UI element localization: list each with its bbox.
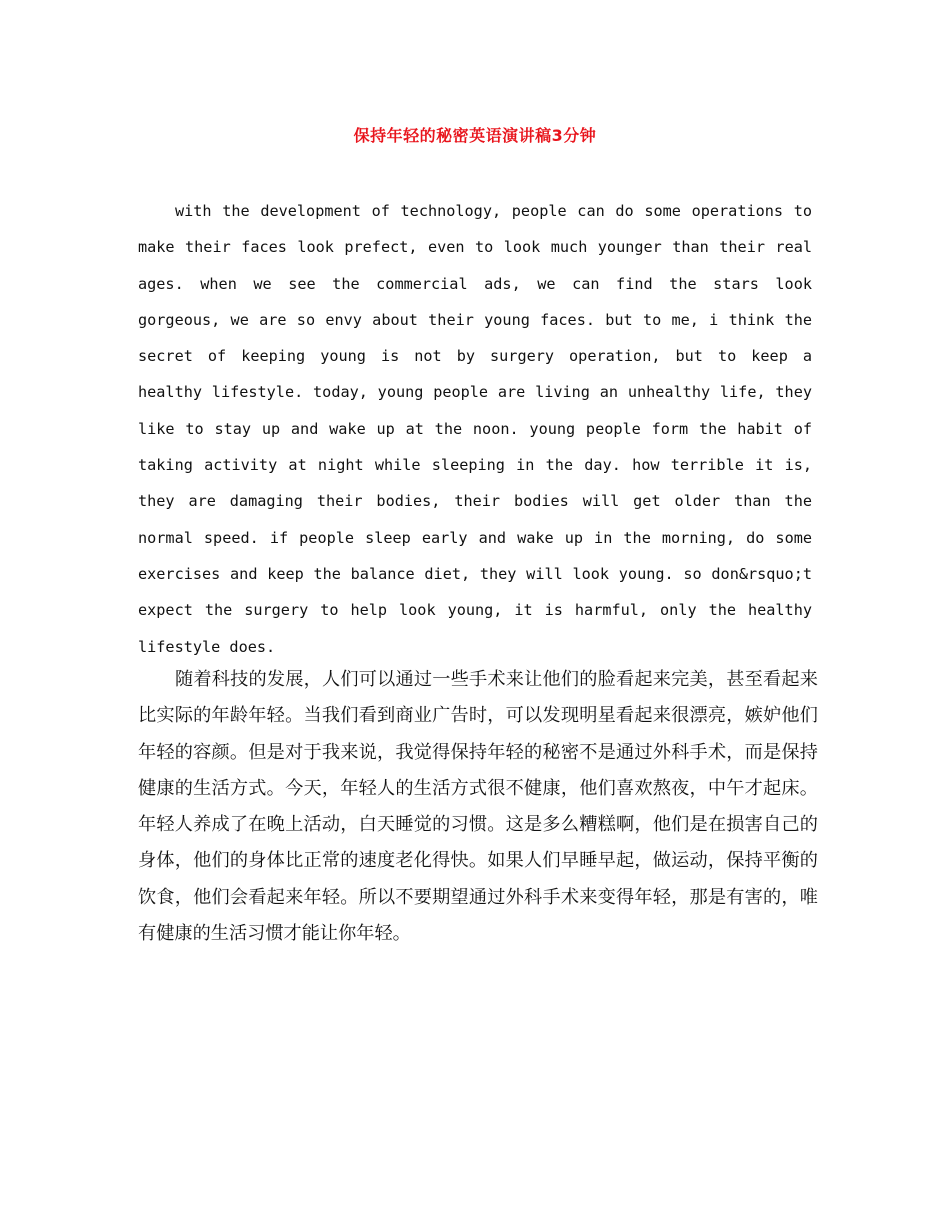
chinese-paragraph: 随着科技的发展，人们可以通过一些手术来让他们的脸看起来完美，甚至看起来比实际的年龄年轻。当我们看到商业广告时，可以发现明星看起来很漂亮，嫉妒他们年轻的容颜。但是对于我来说，我觉得保持年轻的秘密不是通过外科手术，而是保持健康的生活方式。今天，年轻人的生活方式很不健康，他们喜欢熬夜，中午才起床。年轻人养成了在晚上活动，白天睡觉的习惯。这是多么糟糕啊，他们是在损害自己的身体，他们的身体比正常的速度老化得快。如果人们早睡早起，做运动，保持平衡的饮食，他们会看起来年轻。所以不要期望通过外科手术来变得年轻，那是有害的，唯有健康的生活习惯才能让你年轻。 (138, 669, 818, 945)
english-paragraph: with the development of technology, people can do some operations to make their faces look prefect, even to look much younger than their real ages. when we see the commercial ads, we can find the stars look gorgeous, we are so envy about their young faces. but to me, i think the secret of keeping young is not by surgery operation, but to keep a healthy lifestyle. today, young people are living an unhealthy life, they like to stay up and wake up at the noon. young people form the habit of taking activity at night while sleeping in the day. how terrible it is, they are damaging their bodies, their bodies will get older than the normal speed. if people sleep early and wake up in the morning, do some exercises and keep the balance diet, they will look young. so don&rsquo;t expect the surgery to help look young, it is harmful, only the healthy lifestyle does. (138, 202, 812, 656)
document-title: 保持年轻的秘密英语演讲稿3分钟 (353, 126, 597, 145)
